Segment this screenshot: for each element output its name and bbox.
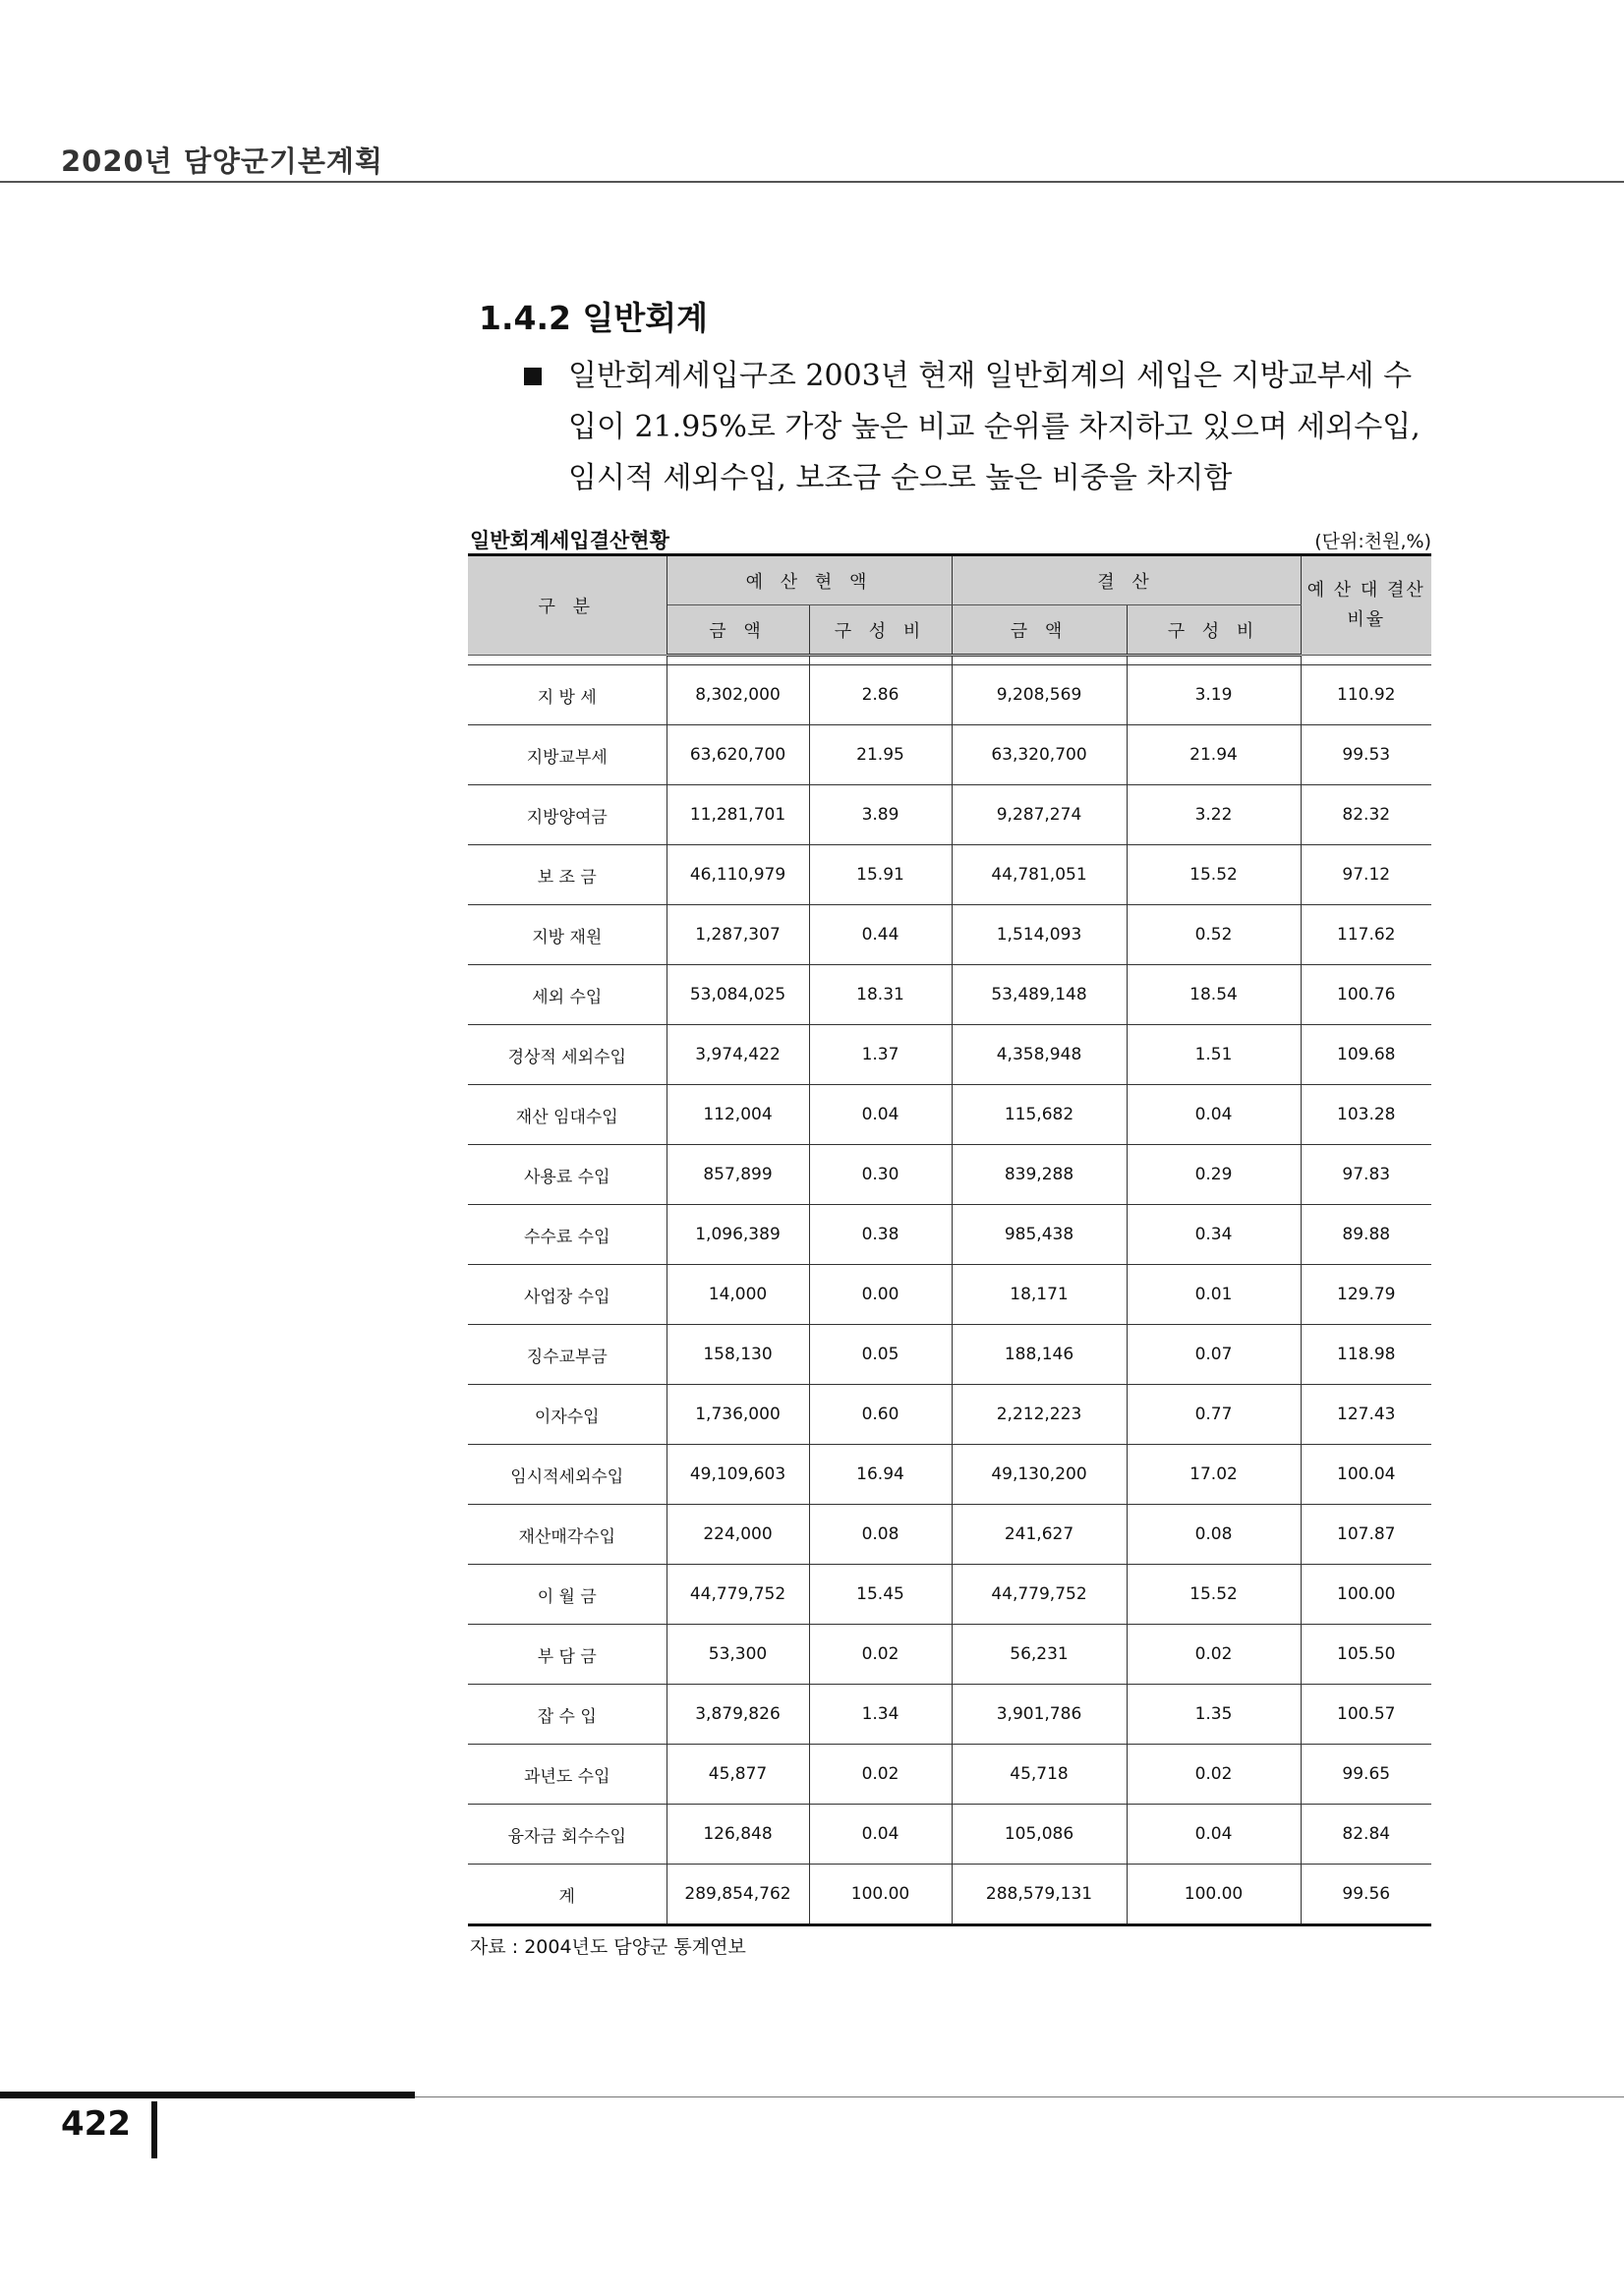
total-settlement-share: 100.00 — [1127, 1865, 1301, 1925]
settlement-share: 0.52 — [1127, 905, 1301, 965]
budget-amount: 224,000 — [667, 1505, 809, 1565]
table-row — [468, 845, 1431, 905]
footer-thick-rule — [0, 2092, 415, 2098]
settlement-share: 0.01 — [1127, 1265, 1301, 1325]
table-title: 일반회계세입결산현황 — [470, 529, 669, 552]
row-category: 사업장 수입 — [468, 1265, 667, 1325]
budget-amount: 857,899 — [667, 1145, 809, 1205]
row-category: 과년도 수입 — [468, 1745, 667, 1805]
settlement-amount: 3,901,786 — [952, 1685, 1127, 1745]
settlement-share: 21.94 — [1127, 725, 1301, 785]
settlement-ratio: 82.84 — [1301, 1805, 1431, 1865]
settlement-amount: 4,358,948 — [952, 1025, 1127, 1085]
budget-share: 1.34 — [809, 1685, 952, 1745]
table-row — [468, 665, 1431, 725]
table-row — [468, 1505, 1431, 1565]
budget-amount: 1,096,389 — [667, 1205, 809, 1265]
settlement-amount: 2,212,223 — [952, 1385, 1127, 1445]
settlement-share: 3.22 — [1127, 785, 1301, 845]
header-rule — [0, 181, 1624, 183]
table-row — [468, 1625, 1431, 1685]
row-category: 사용료 수입 — [468, 1145, 667, 1205]
settlement-amount: 63,320,700 — [952, 725, 1127, 785]
table-row — [468, 1205, 1431, 1265]
settlement-ratio: 118.98 — [1301, 1325, 1431, 1385]
settlement-ratio: 103.28 — [1301, 1085, 1431, 1145]
budget-share: 3.89 — [809, 785, 952, 845]
settlement-share: 0.08 — [1127, 1505, 1301, 1565]
budget-share: 2.86 — [809, 665, 952, 725]
budget-amount: 49,109,603 — [667, 1445, 809, 1505]
settlement-share: 0.34 — [1127, 1205, 1301, 1265]
settlement-share: 0.04 — [1127, 1085, 1301, 1145]
total-settlement-amount: 288,579,131 — [952, 1865, 1127, 1925]
budget-share: 18.31 — [809, 965, 952, 1025]
header-settlement-share: 구 성 비 — [1127, 605, 1301, 656]
row-category: 수수료 수입 — [468, 1205, 667, 1265]
budget-amount: 53,300 — [667, 1625, 809, 1685]
budget-share: 21.95 — [809, 725, 952, 785]
row-category: 잡 수 입 — [468, 1685, 667, 1745]
budget-amount: 53,084,025 — [667, 965, 809, 1025]
budget-share: 0.04 — [809, 1805, 952, 1865]
budget-share: 0.02 — [809, 1745, 952, 1805]
settlement-share: 0.07 — [1127, 1325, 1301, 1385]
footer-thin-rule — [415, 2096, 1624, 2097]
settlement-ratio: 100.00 — [1301, 1565, 1431, 1625]
settlement-ratio: 99.65 — [1301, 1745, 1431, 1805]
budget-amount: 46,110,979 — [667, 845, 809, 905]
settlement-share: 0.02 — [1127, 1745, 1301, 1805]
table-row — [468, 1325, 1431, 1385]
table-row — [468, 1145, 1431, 1205]
settlement-amount: 188,146 — [952, 1325, 1127, 1385]
header-budget: 예 산 현 액 — [667, 555, 952, 605]
settlement-amount: 44,779,752 — [952, 1565, 1127, 1625]
section-title: 1.4.2 일반회계 — [479, 299, 708, 337]
budget-share: 15.45 — [809, 1565, 952, 1625]
row-category: 지방교부세 — [468, 725, 667, 785]
settlement-share: 0.77 — [1127, 1385, 1301, 1445]
table-row — [468, 1445, 1431, 1505]
budget-amount: 112,004 — [667, 1085, 809, 1145]
budget-amount: 14,000 — [667, 1265, 809, 1325]
budget-share: 0.00 — [809, 1265, 952, 1325]
row-category: 지방양여금 — [468, 785, 667, 845]
budget-share: 0.38 — [809, 1205, 952, 1265]
budget-share: 16.94 — [809, 1445, 952, 1505]
row-category: 세외 수입 — [468, 965, 667, 1025]
settlement-share: 18.54 — [1127, 965, 1301, 1025]
row-category: 임시적세외수입 — [468, 1445, 667, 1505]
row-category: 부 담 금 — [468, 1625, 667, 1685]
budget-share: 15.91 — [809, 845, 952, 905]
settlement-amount: 45,718 — [952, 1745, 1127, 1805]
row-category: 융자금 회수수입 — [468, 1805, 667, 1865]
settlement-share: 15.52 — [1127, 1565, 1301, 1625]
row-category: 재산 임대수입 — [468, 1085, 667, 1145]
table-row — [468, 1085, 1431, 1145]
table-row — [468, 1805, 1431, 1865]
settlement-amount: 53,489,148 — [952, 965, 1127, 1025]
settlement-amount: 9,208,569 — [952, 665, 1127, 725]
budget-amount: 126,848 — [667, 1805, 809, 1865]
settlement-amount: 9,287,274 — [952, 785, 1127, 845]
settlement-ratio: 100.57 — [1301, 1685, 1431, 1745]
row-category: 이 월 금 — [468, 1565, 667, 1625]
table-unit: (단위:천원,%) — [1314, 531, 1431, 552]
settlement-amount: 44,781,051 — [952, 845, 1127, 905]
revenue-table — [468, 553, 1431, 1926]
settlement-ratio: 127.43 — [1301, 1385, 1431, 1445]
settlement-amount: 839,288 — [952, 1145, 1127, 1205]
row-category: 징수교부금 — [468, 1325, 667, 1385]
budget-share: 0.05 — [809, 1325, 952, 1385]
table-row — [468, 1565, 1431, 1625]
settlement-ratio: 129.79 — [1301, 1265, 1431, 1325]
header-settlement-amount: 금 액 — [952, 605, 1127, 656]
settlement-share: 1.51 — [1127, 1025, 1301, 1085]
bullet-paragraph: 일반회계세입구조 2003년 현재 일반회계의 세입은 지방교부세 수입이 21.95%로 가장 높은 비교 순위를 차지하고 있으며 세외수입, 임시적 세외수입, 보조금 순으로 높은 비중을 차지함 — [568, 359, 1421, 495]
budget-share: 0.60 — [809, 1385, 952, 1445]
table-row — [468, 905, 1431, 965]
header-gap — [468, 656, 1431, 665]
settlement-amount: 115,682 — [952, 1085, 1127, 1145]
settlement-share: 15.52 — [1127, 845, 1301, 905]
table-row — [468, 965, 1431, 1025]
row-category: 재산매각수입 — [468, 1505, 667, 1565]
settlement-ratio: 109.68 — [1301, 1025, 1431, 1085]
settlement-ratio: 99.53 — [1301, 725, 1431, 785]
budget-amount: 63,620,700 — [667, 725, 809, 785]
settlement-ratio: 107.87 — [1301, 1505, 1431, 1565]
table-row — [468, 1025, 1431, 1085]
table-row — [468, 1685, 1431, 1745]
settlement-ratio: 97.83 — [1301, 1145, 1431, 1205]
budget-amount: 11,281,701 — [667, 785, 809, 845]
settlement-amount: 985,438 — [952, 1205, 1127, 1265]
settlement-ratio: 117.62 — [1301, 905, 1431, 965]
settlement-ratio: 100.76 — [1301, 965, 1431, 1025]
header-budget-amount: 금 액 — [667, 605, 809, 656]
settlement-share: 3.19 — [1127, 665, 1301, 725]
budget-share: 0.44 — [809, 905, 952, 965]
page-number-bar — [151, 2101, 157, 2158]
budget-amount: 1,736,000 — [667, 1385, 809, 1445]
settlement-share: 1.35 — [1127, 1685, 1301, 1745]
running-header: 2020년 담양군기본계획 — [61, 144, 383, 178]
settlement-ratio: 100.04 — [1301, 1445, 1431, 1505]
total-budget-share: 100.00 — [809, 1865, 952, 1925]
total-row-category: 계 — [468, 1865, 667, 1925]
row-category: 지방 재원 — [468, 905, 667, 965]
row-category: 지 방 세 — [468, 665, 667, 725]
budget-amount: 3,974,422 — [667, 1025, 809, 1085]
header-category: 구 분 — [468, 555, 667, 656]
budget-amount: 3,879,826 — [667, 1685, 809, 1745]
settlement-ratio: 105.50 — [1301, 1625, 1431, 1685]
settlement-share: 17.02 — [1127, 1445, 1301, 1505]
budget-share: 1.37 — [809, 1025, 952, 1085]
settlement-amount: 18,171 — [952, 1265, 1127, 1325]
budget-amount: 8,302,000 — [667, 665, 809, 725]
budget-share: 0.30 — [809, 1145, 952, 1205]
settlement-amount: 49,130,200 — [952, 1445, 1127, 1505]
budget-amount: 1,287,307 — [667, 905, 809, 965]
row-category: 이자수입 — [468, 1385, 667, 1445]
total-budget-amount: 289,854,762 — [667, 1865, 809, 1925]
settlement-amount: 56,231 — [952, 1625, 1127, 1685]
settlement-ratio: 97.12 — [1301, 845, 1431, 905]
settlement-share: 0.02 — [1127, 1625, 1301, 1685]
budget-share: 0.02 — [809, 1625, 952, 1685]
bullet-square-icon — [524, 368, 542, 385]
settlement-share: 0.04 — [1127, 1805, 1301, 1865]
settlement-ratio: 110.92 — [1301, 665, 1431, 725]
budget-share: 0.04 — [809, 1085, 952, 1145]
settlement-ratio: 82.32 — [1301, 785, 1431, 845]
header-ratio: 예 산 대 결산비율 — [1301, 555, 1431, 656]
settlement-share: 0.29 — [1127, 1145, 1301, 1205]
table-row — [468, 1265, 1431, 1325]
table-row — [468, 725, 1431, 785]
row-category: 보 조 금 — [468, 845, 667, 905]
settlement-ratio: 89.88 — [1301, 1205, 1431, 1265]
row-category: 경상적 세외수입 — [468, 1025, 667, 1085]
header-settlement: 결 산 — [952, 555, 1301, 605]
page-number: 422 — [61, 2104, 131, 2144]
settlement-amount: 241,627 — [952, 1505, 1127, 1565]
budget-share: 0.08 — [809, 1505, 952, 1565]
table-row — [468, 1385, 1431, 1445]
table-source-note: 자료 : 2004년도 담양군 통계연보 — [470, 1936, 746, 1958]
table-row — [468, 1745, 1431, 1805]
total-settlement-ratio: 99.56 — [1301, 1865, 1431, 1925]
budget-amount: 44,779,752 — [667, 1565, 809, 1625]
table-row — [468, 785, 1431, 845]
settlement-amount: 105,086 — [952, 1805, 1127, 1865]
settlement-amount: 1,514,093 — [952, 905, 1127, 965]
table-total-row — [468, 1865, 1431, 1925]
budget-amount: 158,130 — [667, 1325, 809, 1385]
budget-amount: 45,877 — [667, 1745, 809, 1805]
header-budget-share: 구 성 비 — [809, 605, 952, 656]
